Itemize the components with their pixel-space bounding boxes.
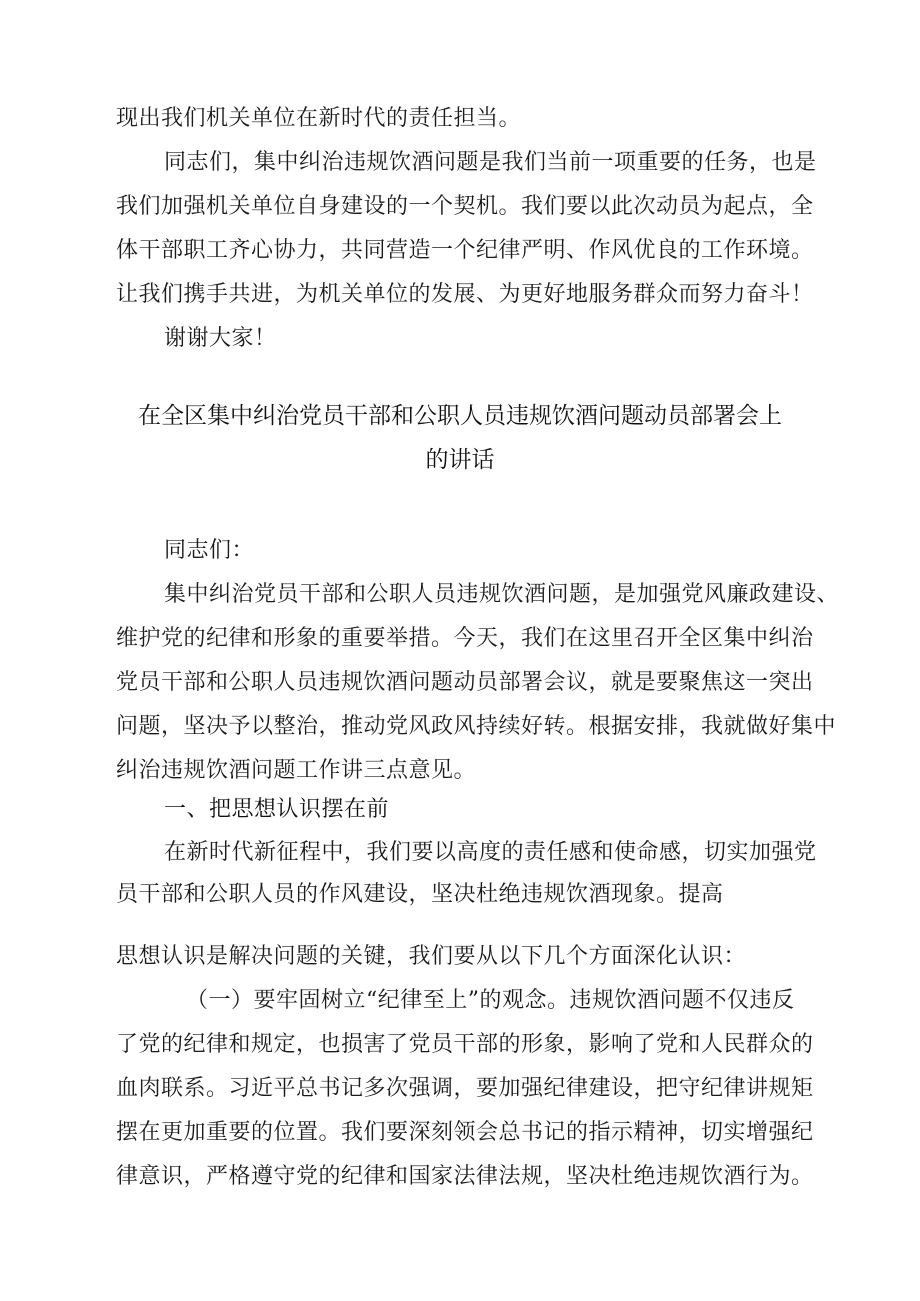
previous-speech-line: 我们加强机关单位自身建设的一个契机。我们要以此次动员为起点，全 bbox=[116, 194, 814, 219]
speech-title-line1: 在全区集中纠治党员干部和公职人员违规饮酒问题动员部署会上 bbox=[138, 403, 782, 429]
intro-line: 问题，坚决予以整治，推动党风政风持续好转。根据安排，我就做好集中 bbox=[116, 714, 837, 739]
section1-line: 思想认识是解决问题的关键，我们要从以下几个方面深化认识： bbox=[116, 944, 747, 969]
point1-line: 律意识，严格遵守党的纪律和国家法律法规，坚决杜绝违规饮酒行为。 bbox=[116, 1164, 814, 1189]
salutation: 同志们： bbox=[164, 538, 255, 563]
closing-thanks: 谢谢大家！ bbox=[164, 326, 277, 351]
speech-title-line2: 的讲话 bbox=[425, 447, 495, 473]
point1-line: 摆在更加重要的位置。我们要深刻领会总书记的指示精神，切实增强纪 bbox=[116, 1120, 814, 1145]
intro-line: 集中纠治党员干部和公职人员违规饮酒问题，是加强党风廉政建设、 bbox=[164, 582, 840, 607]
section1-line: 员干部和公职人员的作风建设，坚决杜绝违规饮酒现象。提高 bbox=[116, 882, 724, 907]
point1-line: （一）要牢固树立“纪律至上”的观念。违规饮酒问题不仅违反 bbox=[186, 988, 795, 1013]
previous-speech-line: 让我们携手共进，为机关单位的发展、为更好地服务群众而努力奋斗！ bbox=[116, 282, 814, 307]
section1-line: 在新时代新征程中，我们要以高度的责任感和使命感，切实加强党 bbox=[164, 840, 817, 865]
previous-speech-line: 体干部职工齐心协力，共同营造一个纪律严明、作风优良的工作环境。 bbox=[116, 238, 814, 263]
point1-line: 了党的纪律和规定，也损害了党员干部的形象，影响了党和人民群众的 bbox=[116, 1032, 814, 1057]
intro-line: 纠治违规饮酒问题工作讲三点意见。 bbox=[116, 758, 477, 783]
intro-line: 维护党的纪律和形象的重要举措。今天，我们在这里召开全区集中纠治 bbox=[116, 626, 814, 651]
previous-speech-line: 现出我们机关单位在新时代的责任担当。 bbox=[116, 106, 522, 131]
previous-speech-line: 同志们，集中纠治违规饮酒问题是我们当前一项重要的任务，也是 bbox=[164, 150, 817, 175]
intro-line: 党员干部和公职人员违规饮酒问题动员部署会议，就是要聚焦这一突出 bbox=[116, 670, 814, 695]
point1-line: 血肉联系。习近平总书记多次强调，要加强纪律建设，把守纪律讲规矩 bbox=[116, 1076, 814, 1101]
section1-heading: 一、把思想认识摆在前 bbox=[164, 797, 390, 822]
